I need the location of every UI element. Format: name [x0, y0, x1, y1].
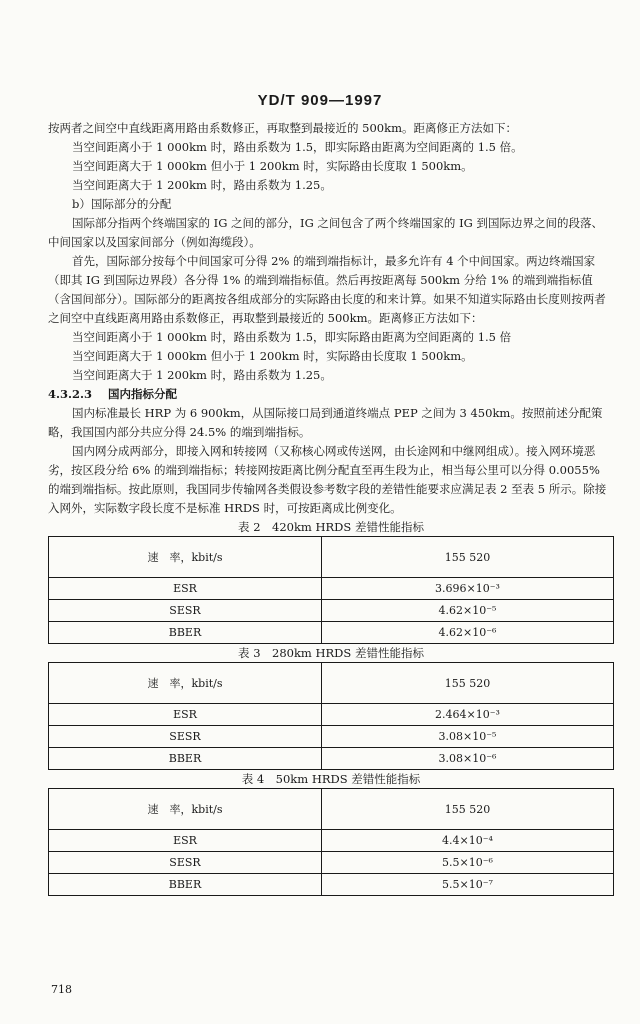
paragraph: 当空间距离大于 1 000km 但小于 1 200km 时，实际路由长度取 1 500km。	[72, 159, 473, 173]
paragraph: 当空间距离大于 1 000km 但小于 1 200km 时，实际路由长度取 1 500km。	[72, 349, 473, 363]
paragraph: 国内标准最长 HRP 为 6 900km，从国际接口局到通道终端点 PEP 之间为 3 450km。按照前述分配策略，我国国内部分共应分得 24.5% 的端到端指标。	[48, 406, 603, 439]
paragraph: 当空间距离大于 1 200km 时，路由系数为 1.25。	[72, 178, 332, 192]
table-row	[49, 578, 614, 600]
paragraph: 当空间距离大于 1 200km 时，路由系数为 1.25。	[72, 368, 332, 382]
metric-value-cell: 3.08×10⁻⁶	[322, 748, 614, 770]
table-row	[49, 622, 614, 644]
metric-value-cell: 3.696×10⁻³	[322, 578, 614, 600]
table-row	[49, 600, 614, 622]
error-performance-table	[48, 536, 614, 644]
paragraph: 国内网分成两部分，即接入网和转接网（又称核心网或传送网，由长途网和中继网组成）。接入网环境恶劣，按区段分给 6% 的端到端指标；转接网按距离比例分配直至再生段为止，相当每公里可以分得 0.0055% 的端到端指标。按此原则，我国同步传输网各类假设参考数字段的差错性能要求应满足表 2 至表 5 所示。除接入网外，实际数字段长度不是标准 HRDS 时，可按距离成比例变化。	[48, 444, 607, 515]
table-row	[49, 874, 614, 896]
error-performance-table	[48, 662, 614, 770]
table-caption: 表 2 420km HRDS 差错性能指标	[238, 520, 424, 534]
metric-name-cell: SESR	[49, 852, 322, 874]
rate-value-cell: 155 520	[322, 537, 614, 578]
table-row	[49, 537, 614, 578]
metric-value-cell: 2.464×10⁻³	[322, 704, 614, 726]
page-header: YD/T 909—1997	[257, 92, 383, 109]
metric-name-cell: SESR	[49, 600, 322, 622]
page-number: 718	[51, 983, 72, 996]
metric-value-cell: 4.62×10⁻⁵	[322, 600, 614, 622]
error-performance-table	[48, 788, 614, 896]
paragraph: 当空间距离小于 1 000km 时，路由系数为 1.5，即实际路由距离为空间距离的 1.5 倍	[72, 330, 512, 344]
metric-name-cell: ESR	[49, 578, 322, 600]
paragraph: 当空间距离小于 1 000km 时，路由系数为 1.5，即实际路由距离为空间距离的 1.5 倍。	[72, 140, 523, 154]
document-body	[48, 119, 614, 896]
table-row	[49, 830, 614, 852]
metric-name-cell: ESR	[49, 704, 322, 726]
table-row	[49, 663, 614, 704]
rate-value-cell: 155 520	[322, 663, 614, 704]
table-row	[49, 852, 614, 874]
metric-value-cell: 5.5×10⁻⁷	[322, 874, 614, 896]
metric-name-cell: BBER	[49, 874, 322, 896]
rate-label-cell: 速 率，kbit/s	[49, 537, 322, 578]
table-row	[49, 789, 614, 830]
rate-value-cell: 155 520	[322, 789, 614, 830]
metric-name-cell: ESR	[49, 830, 322, 852]
paragraph: 国际部分指两个终端国家的 IG 之间的部分，IG 之间包含了两个终端国家的 IG 到国际边界之间的段落、中间国家以及国家间部分（例如海缆段）。	[48, 216, 603, 249]
metric-value-cell: 4.62×10⁻⁶	[322, 622, 614, 644]
metric-value-cell: 3.08×10⁻⁵	[322, 726, 614, 748]
section-title: 国内指标分配	[108, 387, 178, 401]
rate-label-cell: 速 率，kbit/s	[49, 789, 322, 830]
section-number: 4.3.2.3	[48, 387, 93, 401]
metric-value-cell: 5.5×10⁻⁶	[322, 852, 614, 874]
metric-name-cell: SESR	[49, 726, 322, 748]
metric-name-cell: BBER	[49, 622, 322, 644]
subheading: b）国际部分的分配	[72, 197, 172, 211]
table-caption: 表 4 50km HRDS 差错性能指标	[241, 772, 421, 786]
paragraph: 首先，国际部分按每个中间国家可分得 2% 的端到端指标计，最多允许有 4 个中间国家。两边终端国家（即其 IG 到国际边界段）各分得 1% 的端到端指标值。然后再按距离每 500km 分给 1% 的端到端指标值（含国间部分）。国际部分的距离按各组成部分的实际路由长度的和来计算。如果不知道实际路由长度则按两者之间空中直线距离用路由系数修正，再取整到最接近的 500km。距离修正方法如下：	[48, 254, 606, 325]
metric-value-cell: 4.4×10⁻⁴	[322, 830, 614, 852]
table-row	[49, 704, 614, 726]
rate-label-cell: 速 率，kbit/s	[49, 663, 322, 704]
table-caption: 表 3 280km HRDS 差错性能指标	[238, 646, 424, 660]
table-row	[49, 748, 614, 770]
section-heading	[48, 385, 614, 404]
metric-name-cell: BBER	[49, 748, 322, 770]
paragraph: 按两者之间空中直线距离用路由系数修正，再取整到最接近的 500km。距离修正方法如下：	[48, 121, 517, 135]
table-row	[49, 726, 614, 748]
